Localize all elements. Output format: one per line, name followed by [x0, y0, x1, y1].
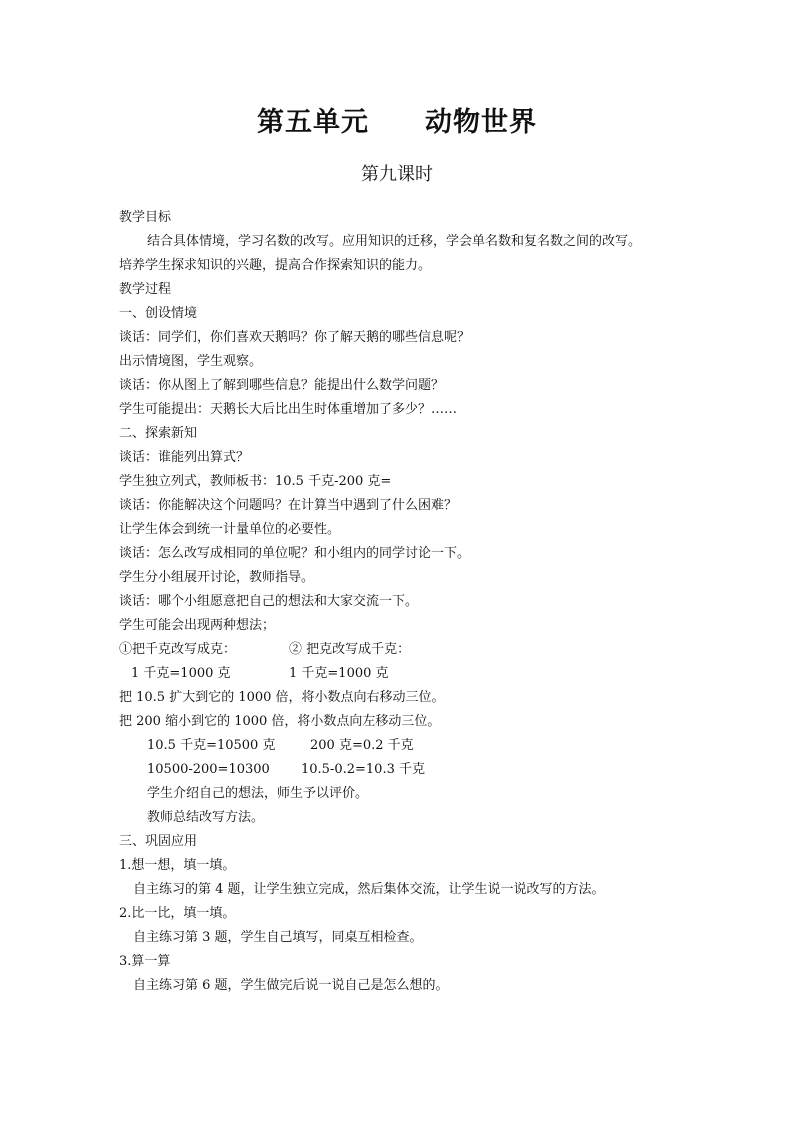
exercise-1-title: 1.想一想，填一填。: [119, 858, 236, 873]
method-2-equation: 1 千克=1000 克: [289, 666, 389, 681]
calc-2b: 10.5-0.2=10.3 千克: [301, 762, 425, 777]
lesson-body: [119, 206, 719, 998]
section-3-heading: 三、巩固应用: [119, 834, 198, 849]
method-1-equation: 1 千克=1000 克: [131, 666, 231, 681]
section-2-line: 教师总结改写方法。: [147, 810, 265, 825]
section-2-line: 把 200 缩小到它的 1000 倍，将小数点向左移动三位。: [119, 714, 441, 729]
calc-1a: 10.5 千克=10500 克: [147, 738, 276, 753]
section-1-line: 谈话：你从图上了解到哪些信息？能提出什么数学问题？: [119, 378, 445, 393]
calc-row-1: [119, 734, 719, 758]
calc-row-2: [119, 758, 719, 782]
section-2-heading: 二、探索新知: [119, 426, 198, 441]
section-2-line: 谈话：哪个小组愿意把自己的想法和大家交流一下。: [119, 594, 419, 609]
goal-text-2: 培养学生探求知识的兴趣，提高合作探索知识的能力。: [119, 258, 432, 273]
exercise-2-desc: 自主练习第 3 题，学生自己填写，同桌互相检查。: [133, 930, 423, 945]
section-2-line: 让学生体会到统一计量单位的必要性。: [119, 522, 341, 537]
process-heading: 教学过程: [119, 282, 172, 297]
section-2-line: 谈话：谁能列出算式？: [119, 450, 250, 465]
unit-title: 第五单元 动物世界: [257, 107, 537, 138]
lesson-title: 第九课时: [361, 164, 433, 185]
section-2-line: 学生可能会出现两种想法；: [119, 618, 276, 633]
method-equations-row: [119, 662, 719, 686]
section-1-line: 学生可能提出：天鹅长大后比出生时体重增加了多少？……: [119, 402, 458, 417]
method-2-title: ② 把克改写成千克：: [289, 642, 411, 657]
section-2-line: 学生分小组展开讨论，教师指导。: [119, 570, 315, 585]
section-1-line: 谈话：同学们，你们喜欢天鹅吗？你了解天鹅的哪些信息呢？: [119, 330, 471, 345]
section-1-line: 出示情境图，学生观察。: [119, 354, 263, 369]
exercise-3-title: 3.算一算: [119, 954, 171, 969]
section-2-line: 学生独立列式，教师板书：10.5 千克-200 克=: [119, 474, 392, 489]
section-2-line: 谈话：你能解决这个问题吗？在计算当中遇到了什么困难？: [119, 498, 458, 513]
exercise-3-desc: 自主练习第 6 题，学生做完后说一说自己是怎么想的。: [133, 978, 449, 993]
section-2-line: 把 10.5 扩大到它的 1000 倍，将小数点向右移动三位。: [119, 690, 445, 705]
section-2-line: 学生介绍自己的想法，师生予以评价。: [147, 786, 369, 801]
goal-heading: 教学目标: [119, 210, 172, 225]
goal-text-1: 结合具体情境，学习名数的改写。应用知识的迁移，学会单名数和复名数之间的改写。: [147, 234, 642, 249]
exercise-1-desc: 自主练习的第 4 题，让学生独立完成，然后集体交流，让学生说一说改写的方法。: [133, 882, 605, 897]
section-1-heading: 一、创设情境: [119, 306, 198, 321]
method-1-title: ①把千克改写成克：: [119, 642, 237, 657]
calc-1b: 200 克=0.2 千克: [310, 738, 414, 753]
exercise-2-title: 2.比一比，填一填。: [119, 906, 236, 921]
calc-2a: 10500-200=10300: [147, 762, 270, 777]
section-2-line: 谈话：怎么改写成相同的单位呢？和小组内的同学讨论一下。: [119, 546, 471, 561]
method-titles-row: [119, 638, 719, 662]
